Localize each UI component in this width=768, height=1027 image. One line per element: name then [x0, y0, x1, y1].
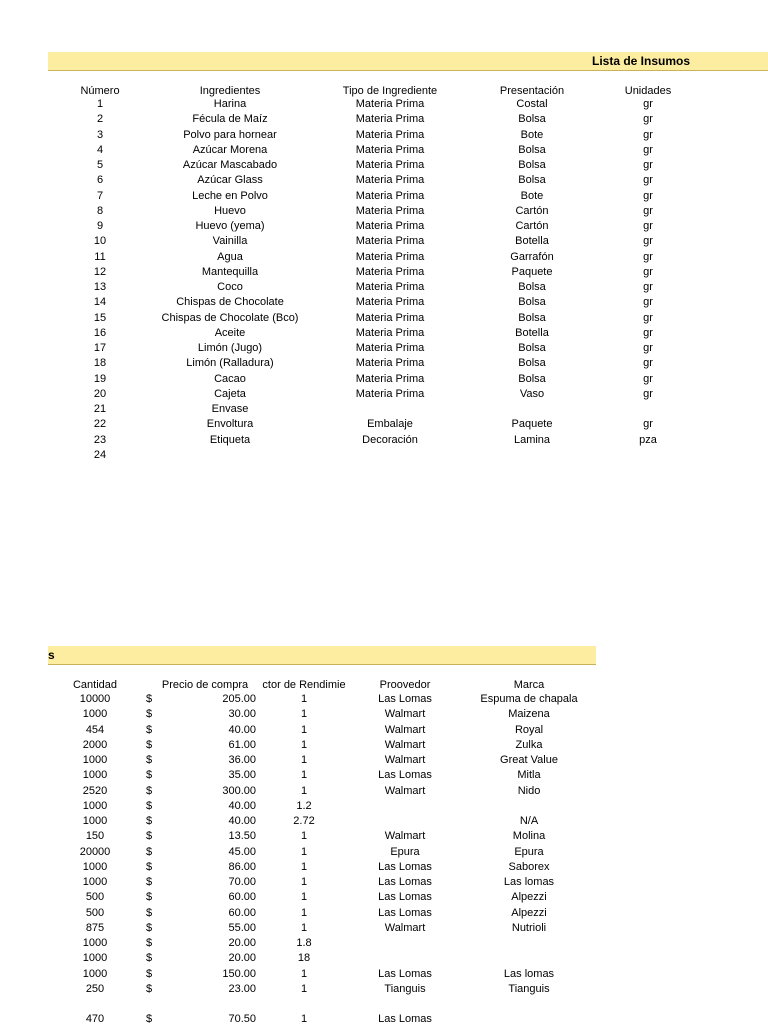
cell-proovedor: Walmart — [384, 784, 426, 797]
table-row — [0, 112, 768, 127]
cell-numero: 1 — [96, 98, 104, 110]
cell-marca: Mitla — [517, 769, 541, 782]
cell-currency: $ — [146, 967, 153, 980]
cell-marca: Alpezzi — [511, 906, 547, 919]
table-row — [0, 219, 768, 234]
cell-unidades: gr — [643, 128, 653, 141]
cell-cantidad: 2000 — [82, 738, 108, 751]
cell-ingrediente: Chispas de Chocolate (Bco) — [161, 311, 299, 324]
cell-precio: 150.00 — [222, 967, 256, 980]
cell-numero: 9 — [96, 220, 104, 232]
cell-precio: 23.00 — [228, 982, 256, 995]
table-row — [0, 326, 768, 341]
cell-precio: 86.00 — [228, 860, 256, 873]
cell-precio: 70.50 — [228, 1013, 256, 1026]
cell-rendimiento: 1 — [300, 708, 308, 721]
cell-tipo: Materia Prima — [355, 311, 425, 324]
cell-tipo: Materia Prima — [355, 189, 425, 202]
table-row — [0, 982, 768, 997]
cell-proovedor: Las Lomas — [378, 860, 432, 873]
cell-proovedor: Walmart — [384, 830, 426, 843]
cell-ingrediente: Huevo (yema) — [195, 220, 265, 232]
cell-presentacion: Bote — [520, 189, 544, 202]
cell-presentacion: Cartón — [515, 220, 549, 232]
cell-ingrediente: Cacao — [214, 372, 246, 385]
cell-numero: 16 — [93, 326, 107, 339]
cell-unidades: gr — [643, 98, 653, 110]
cell-marca: N/A — [519, 815, 539, 827]
cell-tipo: Materia Prima — [355, 220, 425, 232]
cell-precio: 205.00 — [222, 693, 256, 705]
sheet-title-fragment: s — [48, 648, 55, 662]
table-row — [0, 311, 768, 326]
cell-presentacion: Bolsa — [518, 311, 546, 324]
cell-currency: $ — [146, 830, 153, 843]
cell-currency: $ — [146, 799, 153, 812]
cell-precio: 60.00 — [228, 906, 256, 919]
cell-rendimiento: 1 — [300, 723, 308, 736]
cell-marca: Las lomas — [503, 967, 555, 980]
sheet-title: Lista de Insumos — [592, 54, 691, 68]
cell-proovedor: Las Lomas — [378, 906, 432, 919]
table-row — [0, 189, 768, 204]
cell-ingrediente: Vainilla — [212, 235, 248, 248]
cell-presentacion: Bolsa — [518, 174, 546, 187]
cell-marca: Tianguis — [508, 982, 550, 995]
cell-currency: $ — [146, 815, 153, 827]
cell-tipo: Materia Prima — [355, 296, 425, 309]
cell-rendimiento: 1 — [300, 738, 308, 751]
cell-proovedor: Las Lomas — [378, 876, 432, 888]
cell-cantidad: 470 — [85, 1013, 105, 1026]
table-row — [0, 433, 768, 448]
header-ingredientes: Ingredientes — [199, 85, 261, 97]
cell-presentacion: Lamina — [513, 433, 551, 446]
cell-cantidad: 500 — [85, 906, 105, 919]
cell-currency: $ — [146, 784, 153, 797]
cell-tipo: Materia Prima — [355, 265, 425, 278]
cell-cantidad: 1000 — [82, 860, 108, 873]
table-row — [0, 448, 768, 463]
cell-cantidad: 250 — [85, 982, 105, 995]
cell-numero: 6 — [96, 174, 104, 187]
cell-precio: 300.00 — [222, 784, 256, 797]
table-row — [0, 295, 768, 310]
cell-tipo: Materia Prima — [355, 98, 425, 110]
cell-currency: $ — [146, 891, 153, 904]
cell-precio: 13.50 — [228, 830, 256, 843]
cell-precio: 55.00 — [228, 921, 256, 934]
cell-precio: 40.00 — [228, 815, 256, 827]
cell-tipo: Materia Prima — [355, 281, 425, 293]
cell-proovedor: Las Lomas — [378, 769, 432, 782]
cell-cantidad: 500 — [85, 891, 105, 904]
cell-rendimiento: 1 — [300, 921, 308, 934]
table-row — [0, 829, 768, 844]
cell-currency: $ — [146, 921, 153, 934]
cell-ingrediente: Azúcar Glass — [197, 174, 263, 187]
cell-unidades: gr — [643, 357, 653, 370]
cell-numero: 13 — [93, 281, 107, 293]
cell-unidades: gr — [643, 174, 653, 187]
cell-unidades: gr — [643, 372, 653, 385]
cell-precio: 35.00 — [228, 769, 256, 782]
cell-unidades: gr — [643, 220, 653, 232]
cell-numero: 22 — [93, 418, 107, 431]
cell-numero: 11 — [94, 250, 106, 263]
cell-tipo: Materia Prima — [355, 204, 425, 217]
header-rendimiento: ctor de Rendimie — [262, 679, 346, 691]
cell-ingrediente: Polvo para hornear — [183, 128, 277, 141]
cell-cantidad: 10000 — [79, 693, 111, 705]
cell-ingrediente: Fécula de Maíz — [192, 113, 268, 126]
cell-tipo: Materia Prima — [355, 113, 425, 126]
cell-marca: Saborex — [508, 860, 550, 873]
cell-proovedor: Walmart — [384, 708, 426, 721]
cell-unidades: gr — [643, 281, 653, 293]
cell-currency: $ — [146, 982, 153, 995]
cell-ingrediente: Chispas de Chocolate — [176, 296, 284, 309]
title-band-bottom — [48, 646, 596, 665]
cell-numero: 15 — [93, 311, 107, 324]
header-marca: Marca — [513, 679, 545, 691]
cell-unidades: gr — [643, 326, 653, 339]
cell-rendimiento: 1 — [300, 769, 308, 782]
cell-ingrediente: Harina — [213, 98, 247, 110]
cell-tipo: Materia Prima — [355, 342, 425, 354]
cell-currency: $ — [146, 876, 153, 888]
table-row — [0, 967, 768, 982]
cell-cantidad: 1000 — [82, 708, 108, 721]
table-row — [0, 890, 768, 905]
table-row — [0, 875, 768, 890]
cell-numero: 21 — [93, 403, 107, 415]
cell-proovedor: Las Lomas — [378, 1013, 432, 1026]
table-row — [0, 417, 768, 432]
cell-unidades: gr — [643, 204, 653, 217]
cell-precio: 61.00 — [228, 738, 256, 751]
cell-ingrediente: Envase — [211, 403, 249, 415]
cell-numero: 14 — [93, 296, 107, 309]
cell-cantidad: 1000 — [82, 952, 108, 965]
cell-unidades: gr — [643, 387, 653, 400]
table-row — [0, 753, 768, 768]
cell-tipo: Materia Prima — [355, 387, 425, 400]
cell-proovedor: Walmart — [384, 738, 426, 751]
cell-proovedor: Las Lomas — [378, 693, 432, 705]
cell-proovedor: Las Lomas — [378, 891, 432, 904]
cell-precio: 70.00 — [228, 876, 256, 888]
cell-precio: 30.00 — [228, 708, 256, 721]
header-precio: Precio de compra — [161, 679, 249, 691]
cell-marca: Royal — [514, 723, 544, 736]
cell-currency: $ — [146, 1013, 153, 1026]
cell-rendimiento: 1 — [300, 967, 308, 980]
cell-marca: Nido — [517, 784, 541, 797]
cell-cantidad: 20000 — [79, 845, 111, 858]
cell-currency: $ — [146, 952, 153, 965]
cell-ingrediente: Leche en Polvo — [192, 189, 268, 202]
cell-ingrediente: Aceite — [214, 326, 246, 339]
cell-ingrediente: Coco — [217, 281, 243, 293]
cell-cantidad: 1000 — [82, 967, 108, 980]
table-row — [0, 814, 768, 829]
table-row — [0, 692, 768, 707]
cell-tipo: Materia Prima — [355, 128, 425, 141]
table-row — [0, 768, 768, 783]
cell-numero: 5 — [96, 159, 104, 171]
cell-marca: Espuma de chapala — [480, 693, 578, 705]
header-tipo: Tipo de Ingrediente — [342, 85, 438, 97]
table-row — [0, 921, 768, 936]
cell-unidades: gr — [643, 143, 653, 156]
cell-ingrediente: Limón (Ralladura) — [186, 357, 274, 370]
cell-presentacion: Cartón — [515, 204, 549, 217]
cell-presentacion: Bote — [520, 128, 544, 141]
cell-numero: 12 — [93, 265, 107, 278]
table-row — [0, 341, 768, 356]
cell-proovedor: Walmart — [384, 921, 426, 934]
cell-presentacion: Bolsa — [518, 159, 546, 171]
table-row — [0, 387, 768, 402]
cell-precio: 40.00 — [228, 799, 256, 812]
cell-rendimiento: 18 — [297, 952, 311, 965]
cell-rendimiento: 1 — [300, 693, 308, 705]
cell-rendimiento: 1 — [300, 845, 308, 858]
cell-proovedor: Epura — [390, 845, 420, 858]
cell-numero: 7 — [96, 189, 104, 202]
cell-precio: 45.00 — [228, 845, 256, 858]
cell-numero: 19 — [93, 372, 107, 385]
cell-numero: 17 — [93, 342, 107, 354]
cell-numero: 4 — [96, 143, 104, 156]
cell-marca: Epura — [514, 845, 544, 858]
cell-marca: Great Value — [500, 754, 558, 766]
cell-currency: $ — [146, 906, 153, 919]
table-row — [0, 951, 768, 966]
table-row — [0, 173, 768, 188]
cell-rendimiento: 1 — [300, 830, 308, 843]
cell-numero: 3 — [96, 128, 104, 141]
table-row — [0, 280, 768, 295]
table-row — [0, 738, 768, 753]
cell-presentacion: Bolsa — [518, 113, 546, 126]
cell-presentacion: Bolsa — [518, 342, 546, 354]
cell-ingrediente: Agua — [217, 250, 243, 263]
header-proovedor: Proovedor — [379, 679, 431, 691]
table-row — [0, 234, 768, 249]
header-presentacion: Presentación — [499, 85, 565, 97]
cell-precio: 20.00 — [228, 952, 256, 965]
cell-ingrediente: Limón (Jugo) — [197, 342, 263, 354]
cell-presentacion: Bolsa — [518, 296, 546, 309]
cell-tipo: Materia Prima — [355, 250, 425, 263]
cell-unidades: gr — [643, 265, 653, 278]
cell-currency: $ — [146, 693, 153, 705]
cell-tipo: Materia Prima — [355, 326, 425, 339]
cell-numero: 18 — [93, 357, 107, 370]
cell-presentacion: Paquete — [511, 265, 553, 278]
cell-ingrediente: Azúcar Mascabado — [182, 159, 278, 171]
cell-precio: 20.00 — [228, 937, 256, 949]
table-row — [0, 356, 768, 371]
cell-proovedor: Walmart — [384, 723, 426, 736]
cell-currency: $ — [146, 845, 153, 858]
header-cantidad: Cantidad — [72, 679, 118, 691]
cell-unidades: gr — [643, 113, 653, 126]
cell-rendimiento: 1 — [300, 754, 308, 766]
cell-unidades: gr — [643, 159, 653, 171]
cell-unidades: gr — [643, 311, 653, 324]
cell-cantidad: 1000 — [82, 815, 108, 827]
cell-proovedor: Walmart — [384, 754, 426, 766]
cell-rendimiento: 1.8 — [296, 937, 312, 949]
table-row — [0, 997, 768, 1012]
table-row — [0, 707, 768, 722]
cell-ingrediente: Huevo — [214, 204, 246, 217]
cell-cantidad: 150 — [85, 830, 105, 843]
cell-proovedor: Las Lomas — [378, 967, 432, 980]
cell-ingrediente: Mantequilla — [201, 265, 259, 278]
cell-unidades: gr — [643, 342, 653, 354]
cell-presentacion: Vaso — [519, 387, 545, 400]
cell-presentacion: Bolsa — [518, 357, 546, 370]
cell-cantidad: 2520 — [82, 784, 108, 797]
table-row — [0, 784, 768, 799]
cell-unidades: gr — [643, 250, 653, 263]
cell-currency: $ — [146, 738, 153, 751]
cell-ingrediente: Cajeta — [214, 387, 246, 400]
cell-tipo: Materia Prima — [355, 235, 425, 248]
header-numero: Número — [80, 85, 120, 97]
table-row — [0, 265, 768, 280]
cell-cantidad: 1000 — [82, 754, 108, 766]
cell-presentacion: Botella — [515, 326, 549, 339]
cell-unidades: gr — [643, 235, 653, 248]
cell-tipo: Materia Prima — [355, 143, 425, 156]
table-row — [0, 250, 768, 265]
header-unidades: Unidades — [624, 85, 672, 97]
cell-tipo: Materia Prima — [355, 357, 425, 370]
cell-cantidad: 454 — [85, 723, 105, 736]
cell-marca: Las lomas — [503, 876, 555, 888]
cell-precio: 60.00 — [228, 891, 256, 904]
table-row — [0, 860, 768, 875]
cell-unidades: gr — [643, 418, 653, 431]
cell-cantidad: 1000 — [82, 769, 108, 782]
cell-presentacion: Garrafón — [510, 250, 554, 263]
cell-tipo: Materia Prima — [355, 159, 425, 171]
cell-ingrediente: Etiqueta — [209, 433, 251, 446]
table-row — [0, 845, 768, 860]
cell-marca: Alpezzi — [511, 891, 547, 904]
cell-tipo: Embalaje — [367, 418, 413, 431]
cell-rendimiento: 1 — [300, 891, 308, 904]
cell-rendimiento: 1 — [300, 784, 308, 797]
table-row — [0, 936, 768, 951]
cell-cantidad: 1000 — [82, 876, 108, 888]
cell-ingrediente: Envoltura — [206, 418, 254, 431]
cell-cantidad: 1000 — [82, 937, 108, 949]
cell-currency: $ — [146, 708, 153, 721]
table-row — [0, 906, 768, 921]
cell-rendimiento: 1 — [300, 876, 308, 888]
cell-presentacion: Bolsa — [518, 143, 546, 156]
cell-currency: $ — [146, 723, 153, 736]
cell-precio: 40.00 — [228, 723, 256, 736]
cell-presentacion: Botella — [515, 235, 549, 248]
cell-currency: $ — [146, 937, 153, 949]
cell-proovedor: Tianguis — [384, 982, 426, 995]
table-row — [0, 128, 768, 143]
cell-presentacion: Bolsa — [518, 372, 546, 385]
table-row — [0, 799, 768, 814]
cell-marca: Zulka — [515, 738, 543, 751]
cell-unidades: gr — [643, 296, 653, 309]
table-row — [0, 402, 768, 417]
cell-currency: $ — [146, 860, 153, 873]
table-row — [0, 723, 768, 738]
cell-marca: Nutrioli — [511, 921, 547, 934]
table-row — [0, 143, 768, 158]
cell-rendimiento: 2.72 — [293, 815, 315, 827]
table-row — [0, 204, 768, 219]
cell-ingrediente: Azúcar Morena — [192, 143, 268, 156]
cell-numero: 8 — [96, 204, 104, 217]
cell-unidades: pza — [639, 433, 657, 446]
cell-tipo: Materia Prima — [355, 174, 425, 187]
cell-rendimiento: 1.2 — [296, 799, 312, 812]
cell-numero: 20 — [93, 387, 107, 400]
cell-presentacion: Costal — [516, 98, 548, 110]
cell-currency: $ — [146, 754, 153, 766]
cell-numero: 2 — [96, 113, 104, 126]
cell-numero: 10 — [93, 235, 107, 248]
table-row — [0, 1012, 768, 1027]
cell-unidades: gr — [643, 189, 653, 202]
cell-tipo: Decoración — [362, 433, 418, 446]
table-row — [0, 97, 768, 112]
table-row — [0, 158, 768, 173]
cell-marca: Molina — [512, 830, 546, 843]
cell-rendimiento: 1 — [300, 982, 308, 995]
cell-numero: 23 — [93, 433, 107, 446]
cell-cantidad: 875 — [85, 921, 105, 934]
table-row — [0, 372, 768, 387]
cell-rendimiento: 1 — [300, 1013, 308, 1026]
cell-presentacion: Paquete — [511, 418, 553, 431]
cell-rendimiento: 1 — [300, 906, 308, 919]
cell-tipo: Materia Prima — [355, 372, 425, 385]
cell-marca: Maizena — [508, 708, 550, 721]
cell-cantidad: 1000 — [82, 799, 108, 812]
cell-currency: $ — [146, 769, 153, 782]
cell-presentacion: Bolsa — [518, 281, 546, 293]
cell-rendimiento: 1 — [300, 860, 308, 873]
cell-numero: 24 — [93, 448, 107, 461]
cell-precio: 36.00 — [228, 754, 256, 766]
